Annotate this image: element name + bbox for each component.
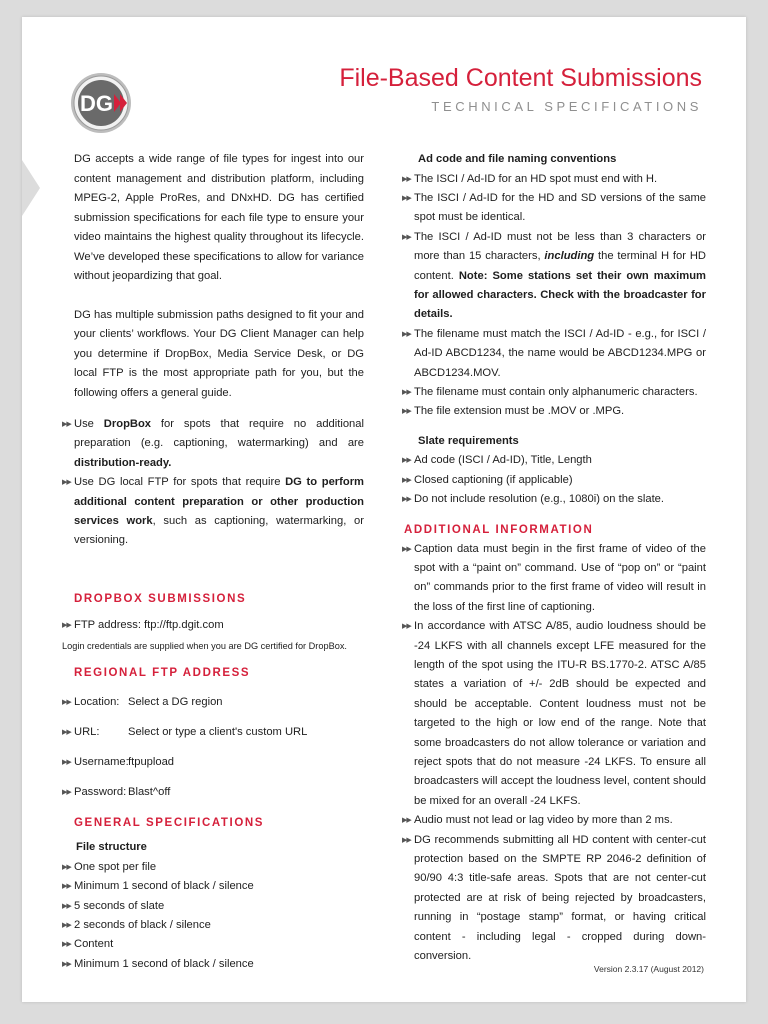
file-structure-list xyxy=(64,858,364,974)
list-item: ▶▶ The filename must contain only alphanumeric characters. xyxy=(404,383,706,402)
double-arrow-icon: ▶▶ xyxy=(62,421,71,428)
list-item: ▶▶ Do not include resolution (e.g., 1080i) on the slate. xyxy=(404,490,706,509)
list-item: ▶▶ The filename must match the ISCI / Ad-ID - e.g., for ISCI / Ad-ID ABCD1234, the name would be ABCD1234.MPG or ABCD1234.MOV. xyxy=(404,325,706,383)
list-item: ▶▶ The file extension must be .MOV or .MPG. xyxy=(404,402,706,421)
double-arrow-icon: ▶▶ xyxy=(402,233,411,241)
ftp-row-url: ▶▶ URL: Select or type a client's custom URL xyxy=(64,723,364,753)
double-arrow-icon: ▶▶ xyxy=(62,921,71,929)
list-item: ▶▶ Caption data must begin in the first frame of video of the spot with a “paint on” command. Use of “pop on” or “paint on” commands prior to the first frame of video will result in the loss of the first line of captioning. xyxy=(404,540,706,618)
double-arrow-icon: ▶▶ xyxy=(402,623,411,631)
regional-ftp-table xyxy=(64,693,364,813)
double-arrow-icon: ▶▶ xyxy=(402,817,411,825)
list-item: ▶▶ The ISCI / Ad-ID must not be less than 3 characters or more than 15 characters, including the terminal H for HD content. Note: Some stations set their own maximum for allowed characters. Check with the broadcaster for details. xyxy=(404,228,706,325)
double-arrow-icon: ▶▶ xyxy=(62,729,71,737)
dropbox-heading: DROPBOX SUBMISSIONS xyxy=(74,592,247,605)
dg-logo xyxy=(70,72,132,134)
double-arrow-icon: ▶▶ xyxy=(402,330,411,338)
double-arrow-icon: ▶▶ xyxy=(62,960,71,968)
double-arrow-icon: ▶▶ xyxy=(62,479,71,487)
file-structure-heading: File structure xyxy=(76,841,147,854)
regional-ftp-heading: REGIONAL FTP ADDRESS xyxy=(74,667,251,680)
slate-list xyxy=(404,451,706,509)
list-item: ▶▶ Ad code (ISCI / Ad-ID), Title, Length xyxy=(404,451,706,470)
ftp-row-username: ▶▶ Username: ftpupload xyxy=(64,753,364,783)
intro-paragraph-1: DG accepts a wide range of file types for ingest into our content management and distribution platform, including MPEG-2, Apple ProRes, and DNxHD. DG has certified submission specifications for each file type to ensure your video maintains the highest quality throughout its lifecycle. We’ve developed these specifications to allow for variance without jeopardizing that goal. xyxy=(74,153,364,282)
slate-heading: Slate requirements xyxy=(418,434,519,447)
ftp-address: ▶▶ FTP address: ftp://ftp.dgit.com xyxy=(64,616,364,635)
list-item: ▶▶ Minimum 1 second of black / silence xyxy=(64,877,364,896)
double-arrow-icon: ▶▶ xyxy=(402,388,411,396)
double-arrow-icon: ▶▶ xyxy=(62,789,71,797)
list-item: ▶▶ Use DropBox for spots that require no additional preparation (e.g. captioning, watermarking) and are distribution-ready. xyxy=(64,415,364,473)
double-arrow-icon: ▶▶ xyxy=(402,175,411,183)
double-arrow-icon: ▶▶ xyxy=(402,496,411,504)
list-item: ▶▶ Closed captioning (if applicable) xyxy=(404,471,706,490)
list-item: ▶▶ 5 seconds of slate xyxy=(64,897,364,916)
document-title: File-Based Content Submissions xyxy=(339,64,702,92)
double-arrow-icon: ▶▶ xyxy=(402,836,411,844)
double-arrow-icon: ▶▶ xyxy=(402,545,411,553)
path-guide-list xyxy=(64,415,364,551)
double-arrow-icon: ▶▶ xyxy=(62,902,71,910)
double-arrow-icon: ▶▶ xyxy=(62,941,71,949)
left-column xyxy=(62,150,365,974)
list-item: ▶▶ Use DG local FTP for spots that require DG to perform additional content preparation or other production services work, such as captioning, watermarking, or versioning. xyxy=(64,473,364,551)
double-arrow-icon: ▶▶ xyxy=(402,408,411,416)
list-item: ▶▶ In accordance with ATSC A/85, audio loudness should be -24 LKFS with all channels except LFE measured for the length of the spot using the ITU-R BS.1770-2. ATSC A/85 states a variation of +/- 2dB should be expected and should be acceptable. Content loudness must not be targeted to the high or low end of the range. Note that some broadcasters do not allow tolerance or variation and reject spots that do not measure -24 LKFS. To ensure all broadcasters will accept the loudness level, content should be mixed for an overall -24 LKFS. xyxy=(404,617,706,811)
naming-heading: Ad code and file naming conventions xyxy=(418,153,617,165)
list-item: ▶▶ Content xyxy=(64,935,364,954)
ftp-row-password: ▶▶ Password: Blast^off xyxy=(64,783,364,813)
double-arrow-icon: ▶▶ xyxy=(62,621,71,629)
list-item: ▶▶ Audio must not lead or lag video by more than 2 ms. xyxy=(404,811,706,830)
intro-paragraph-2: DG has multiple submission paths designed to fit your and your clients’ workflows. Your DG Client Manager can help you determine if DropBox, Media Service Desk, or DG local FTP is the most appropriate path for you, but the following offers a general guide. xyxy=(74,308,364,399)
double-arrow-icon: ▶▶ xyxy=(62,759,71,767)
list-item: ▶▶ 2 seconds of black / silence xyxy=(64,916,364,935)
double-arrow-icon: ▶▶ xyxy=(62,699,71,707)
list-item: ▶▶ Minimum 1 second of black / silence xyxy=(64,955,364,974)
general-specs-heading: GENERAL SPECIFICATIONS xyxy=(74,817,265,830)
additional-info-heading: ADDITIONAL INFORMATION xyxy=(404,523,594,536)
list-item: ▶▶ DG recommends submitting all HD content with center-cut protection based on the SMPTE RP 2046-2 definition of 90/90 4:3 title-safe areas. Spots that are not center-cut protected are at risk of being rejected by broadcasters, running in “postage stamp” format, or having critical content - including legal - cropped during down-conversion. xyxy=(404,831,706,967)
double-arrow-icon: ▶▶ xyxy=(402,194,411,202)
double-arrow-icon: ▶▶ xyxy=(402,476,411,484)
list-item: ▶▶ One spot per file xyxy=(64,858,364,877)
version-label: Version 2.3.17 (August 2012) xyxy=(593,964,704,974)
document-subtitle: TECHNICAL SPECIFICATIONS xyxy=(431,99,702,114)
list-item: ▶▶ The ISCI / Ad-ID for the HD and SD versions of the same spot must be identical. xyxy=(404,189,706,228)
ftp-row-location: ▶▶ Location: Select a DG region xyxy=(64,693,364,723)
double-arrow-icon: ▶▶ xyxy=(402,457,411,465)
right-column xyxy=(404,150,706,966)
naming-list xyxy=(404,170,706,422)
list-item: ▶▶ The ISCI / Ad-ID for an HD spot must end with H. xyxy=(404,170,706,189)
double-arrow-icon: ▶▶ xyxy=(62,883,71,891)
dropbox-note: Login credentials are supplied when you are DG certified for DropBox. xyxy=(62,641,347,652)
page-notch xyxy=(22,160,40,216)
logo-text: DG xyxy=(80,91,113,116)
double-arrow-icon: ▶▶ xyxy=(62,863,71,871)
additional-info-list xyxy=(404,540,706,967)
